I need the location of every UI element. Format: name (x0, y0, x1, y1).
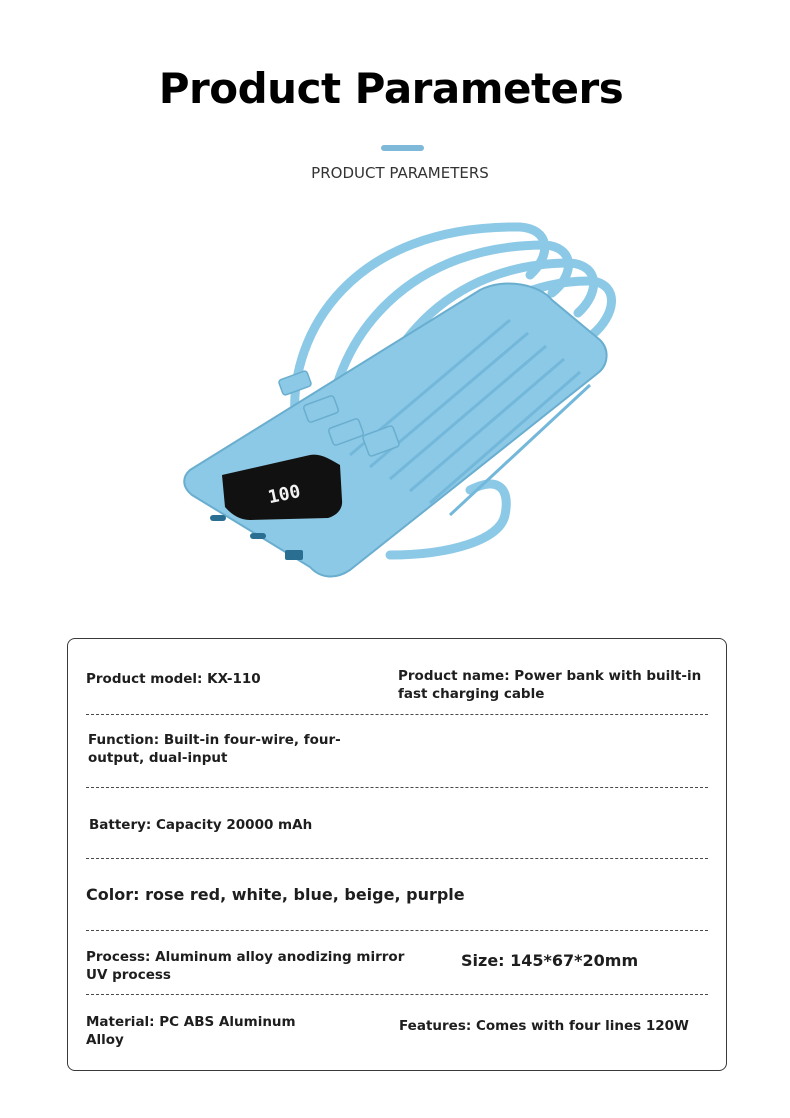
power-bank-image (180, 215, 620, 600)
lightning-connector (278, 370, 312, 395)
title-accent-bar (381, 145, 424, 151)
spec-function: Function: Built-in four-wire, four-output, dual-input (88, 732, 341, 766)
spec-features: Features: Comes with four lines 120W (399, 1018, 689, 1034)
spec-table (67, 638, 727, 1071)
spec-color: Color: rose red, white, blue, beige, purple (86, 885, 465, 904)
page-title: Product Parameters (158, 64, 624, 113)
row-divider (86, 994, 708, 995)
page-subtitle: PRODUCT PARAMETERS (311, 164, 489, 182)
spec-size: Size: 145*67*20mm (461, 951, 639, 970)
spec-model: Product model: KX-110 (86, 671, 261, 687)
spec-material: Material: PC ABS Aluminum Alloy (86, 1014, 296, 1048)
row-divider (86, 930, 708, 931)
usb-a-port (285, 550, 303, 560)
row-divider (86, 858, 708, 859)
display-reading: 100 (266, 480, 303, 509)
spec-battery: Battery: Capacity 20000 mAh (89, 817, 313, 833)
spec-name: Product name: Power bank with built-in fast charging cable (398, 668, 702, 702)
row-divider (86, 714, 708, 715)
micro-usb-port (250, 533, 266, 539)
spec-process: Process: Aluminum alloy anodizing mirror UV process (86, 949, 405, 983)
row-divider (86, 787, 708, 788)
usb-c-port (210, 515, 226, 521)
